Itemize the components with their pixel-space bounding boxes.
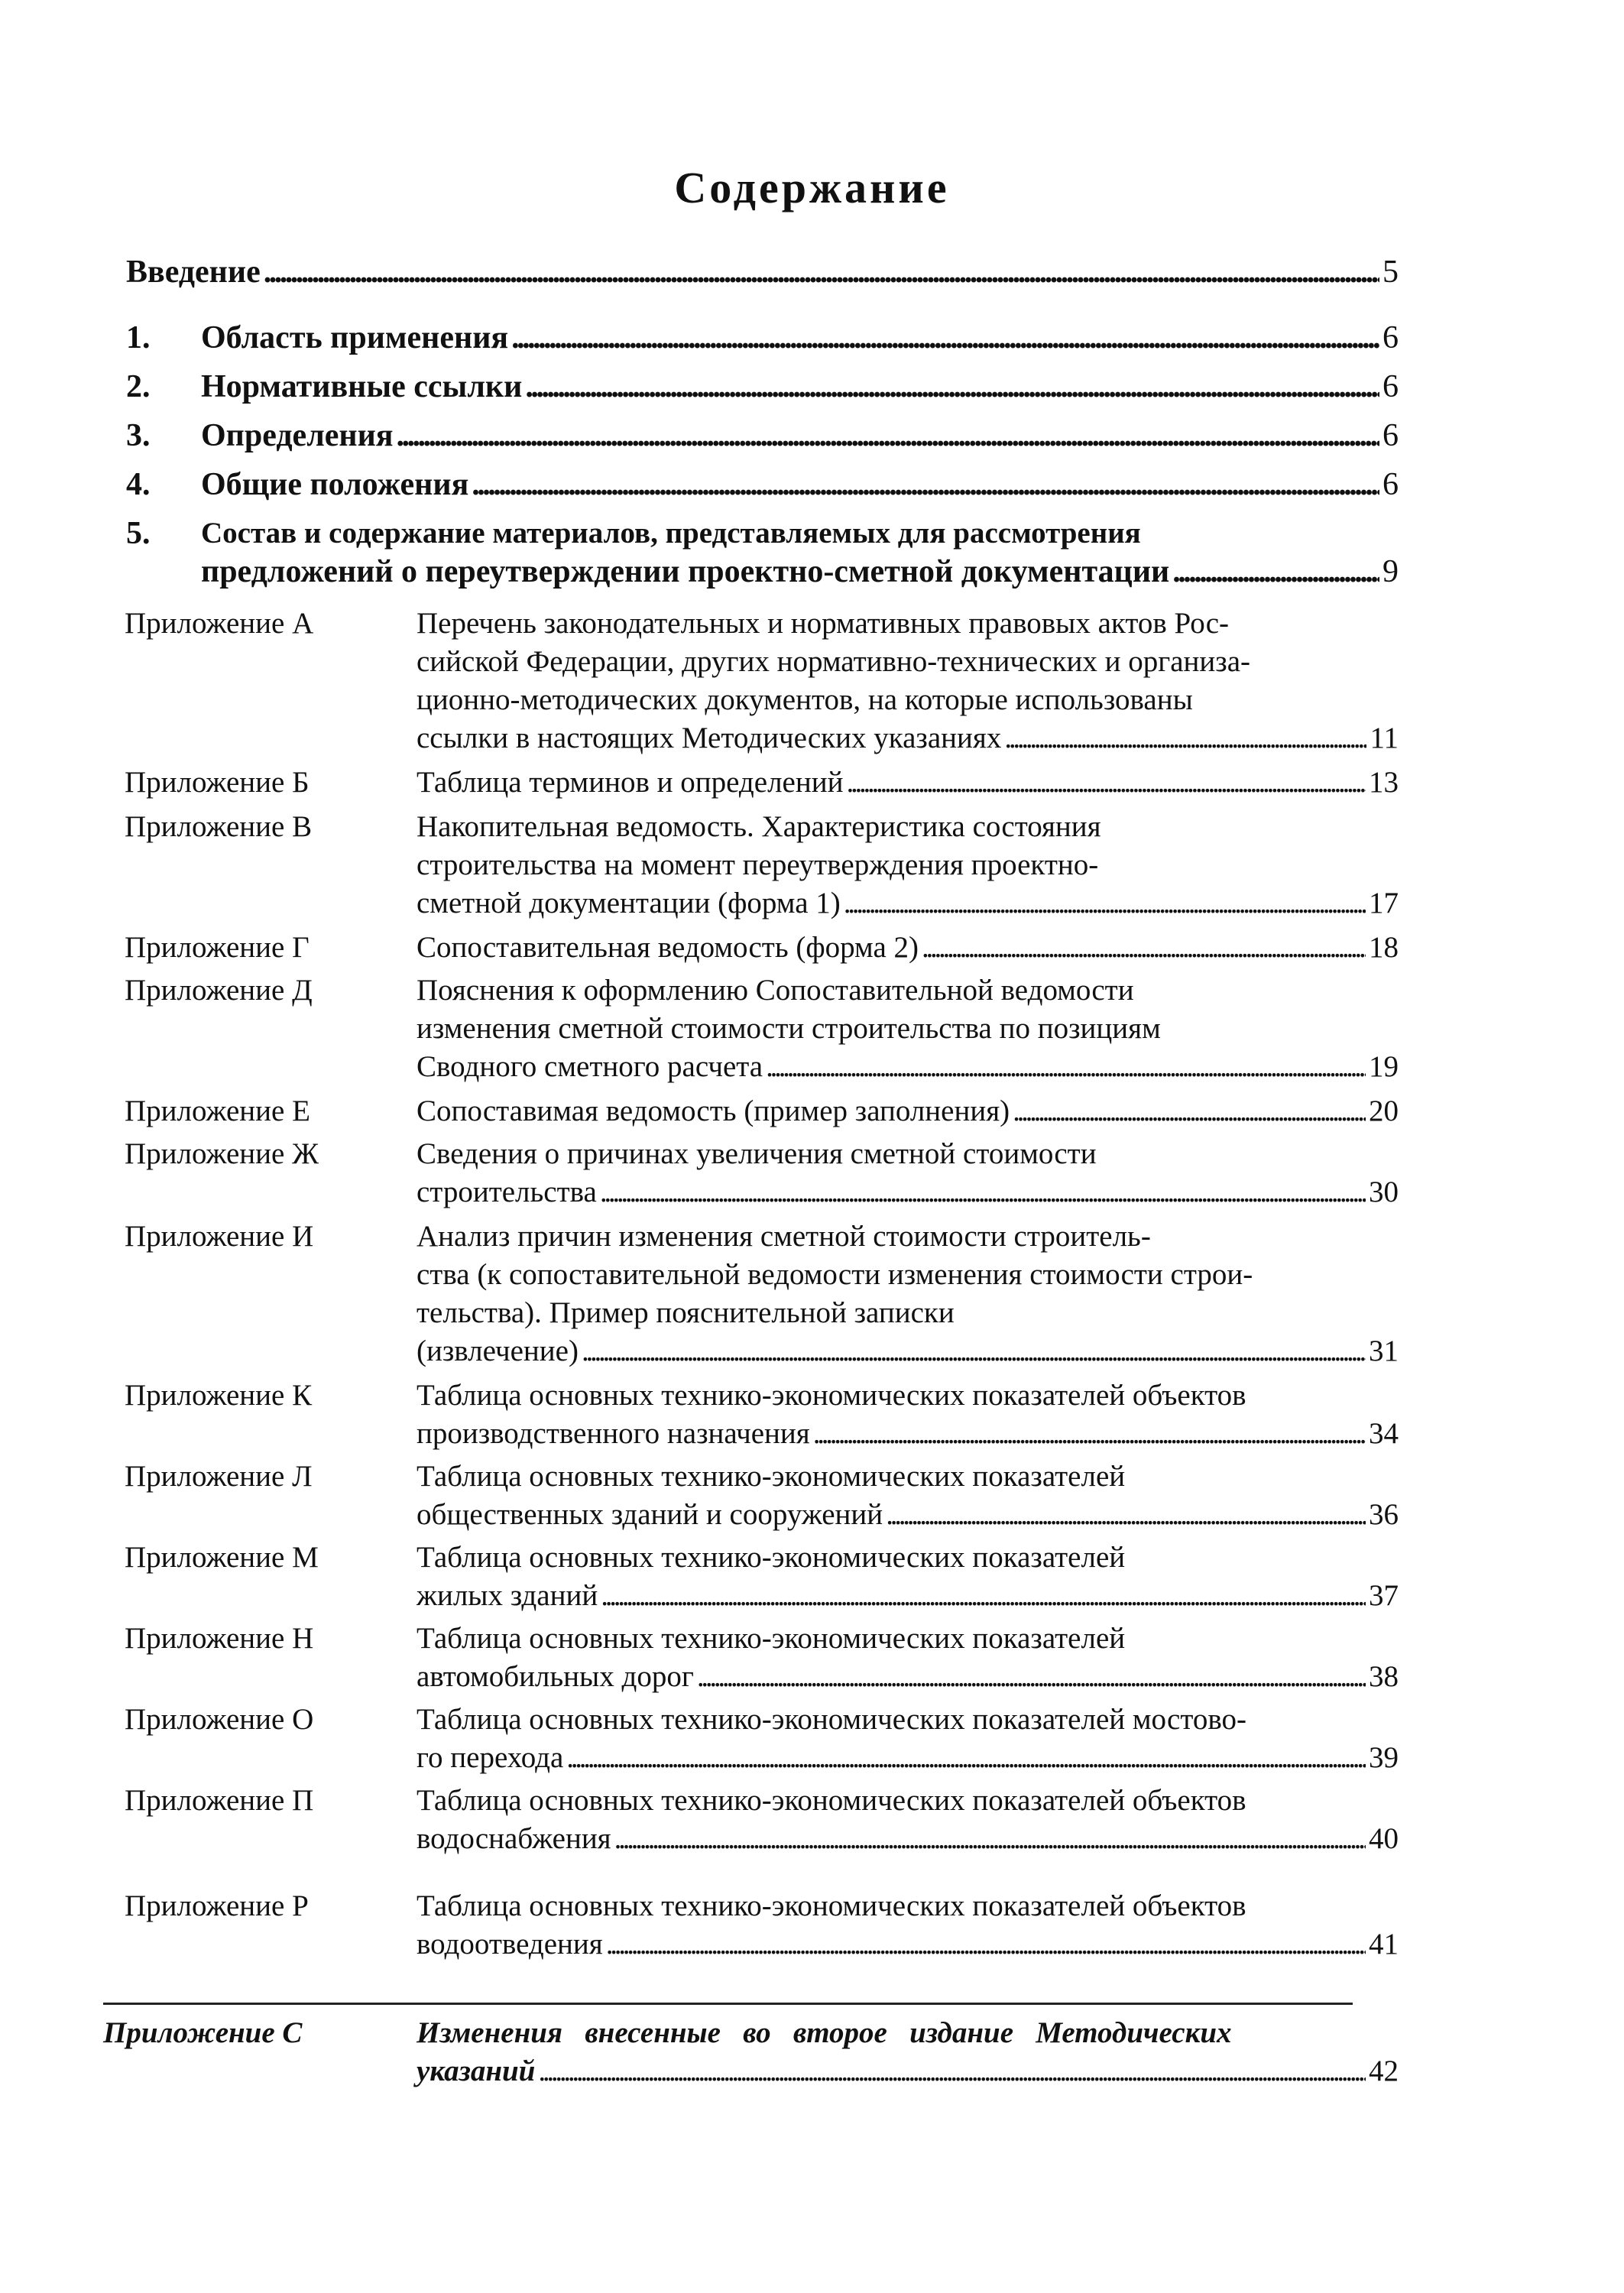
appendix-label: Приложение П xyxy=(125,1784,314,1817)
toc-page-number: 41 xyxy=(1369,1928,1399,1961)
page-title: Содержание xyxy=(674,163,950,212)
toc-entry-appendix-b[interactable] xyxy=(417,763,1399,803)
toc-page-number: 5 xyxy=(1383,255,1399,290)
toc-entry-label: ссылки в настоящих Методических указаниях xyxy=(417,722,1002,754)
appendix-text-line: изменения сметной стоимости строительства по позициям xyxy=(417,1012,1161,1045)
toc-entry-label: Сводного сметного расчета xyxy=(417,1050,763,1083)
toc-entry-label: го перехода xyxy=(417,1741,564,1774)
toc-entry-appendix-i[interactable] xyxy=(417,1331,1399,1371)
toc-entry-label: Область применения xyxy=(201,320,509,355)
appendix-text-line: тельства). Пример пояснительной записки xyxy=(417,1296,955,1329)
appendix-label: Приложение Г xyxy=(125,931,310,964)
dot-leader xyxy=(922,928,1366,968)
toc-page-number: 13 xyxy=(1369,766,1399,799)
toc-entry-appendix-p[interactable] xyxy=(417,1819,1399,1859)
dot-leader xyxy=(844,884,1366,923)
appendix-text-line: ства (к сопоставительной ведомости изменения стоимости строи- xyxy=(417,1258,1253,1291)
appendix-label: Приложение Ж xyxy=(125,1137,319,1170)
toc-page-number: 20 xyxy=(1369,1095,1399,1127)
toc-entry-section-1[interactable] xyxy=(201,318,1399,358)
toc-entry-label-line: Состав и содержание материалов, представляемых для рассмотрения xyxy=(201,517,1141,550)
dot-leader xyxy=(472,465,1379,504)
toc-entry-label: строительства xyxy=(417,1176,597,1208)
appendix-label: Приложение О xyxy=(125,1703,314,1736)
toc-entry-label: общественных зданий и сооружений xyxy=(417,1498,883,1531)
toc-entry-appendix-m[interactable] xyxy=(417,1576,1399,1616)
toc-page-number: 6 xyxy=(1383,369,1399,404)
toc-page-number: 40 xyxy=(1369,1822,1399,1855)
section-number: 4. xyxy=(126,467,151,502)
toc-entry-appendix-e[interactable] xyxy=(417,1091,1399,1131)
toc-entry-label: Введение xyxy=(126,255,261,290)
toc-entry-label: водоснабжения xyxy=(417,1822,611,1855)
toc-page-number: 9 xyxy=(1383,554,1399,589)
toc-entry-label: водоотведения xyxy=(417,1928,603,1961)
toc-page-number: 6 xyxy=(1383,467,1399,502)
toc-page-number: 30 xyxy=(1369,1176,1399,1208)
dot-leader xyxy=(606,1925,1366,1964)
toc-entry-appendix-d[interactable] xyxy=(417,1047,1399,1087)
toc-page-number: 39 xyxy=(1369,1741,1399,1774)
appendix-text-line: Таблица основных технико-экономических показателей xyxy=(417,1460,1126,1493)
dot-leader xyxy=(846,763,1366,803)
toc-page-number: 38 xyxy=(1369,1660,1399,1693)
toc-entry-label: Сопоставительная ведомость (форма 2) xyxy=(417,931,919,964)
appendix-text-line: Таблица основных технико-экономических показателей объектов xyxy=(417,1784,1246,1817)
appendix-text-line: Пояснения к оформлению Сопоставительной ведомости xyxy=(417,974,1134,1007)
toc-entry-label: автомобильных дорог xyxy=(417,1660,694,1693)
toc-entry-label: предложений о переутверждении проектно-сметной документации xyxy=(201,554,1170,589)
dot-leader xyxy=(397,416,1379,456)
toc-entry-section-5[interactable] xyxy=(201,552,1399,592)
dot-leader xyxy=(525,367,1379,407)
appendix-text-line: Изменения внесенные во второе издание Методических xyxy=(417,2016,1232,2049)
toc-entry-label: Общие положения xyxy=(201,467,469,502)
dot-leader xyxy=(511,318,1379,358)
appendix-text-line: Таблица основных технико-экономических показателей xyxy=(417,1541,1126,1574)
appendix-text-line: Перечень законодательных и нормативных правовых актов Рос- xyxy=(417,607,1230,640)
appendix-text-line: Таблица основных технико-экономических показателей мостово- xyxy=(417,1703,1247,1736)
dot-leader xyxy=(566,1738,1366,1778)
divider xyxy=(103,2003,1353,2005)
toc-entry-appendix-zh[interactable] xyxy=(417,1172,1399,1212)
toc-entry-appendix-g[interactable] xyxy=(417,928,1399,968)
toc-page-number: 19 xyxy=(1369,1050,1399,1083)
section-number: 1. xyxy=(126,320,151,355)
toc-page-number: 6 xyxy=(1383,320,1399,355)
appendix-text-line: Таблица основных технико-экономических показателей xyxy=(417,1622,1126,1655)
toc-entry-label: Нормативные ссылки xyxy=(201,369,523,404)
toc-page-number: 37 xyxy=(1369,1579,1399,1612)
toc-entry-intro[interactable] xyxy=(126,252,1399,292)
appendix-label: Приложение И xyxy=(125,1220,314,1253)
toc-entry-appendix-a[interactable] xyxy=(417,718,1399,758)
appendix-text-line: строительства на момент переутверждения проектно- xyxy=(417,848,1099,881)
toc-entry-appendix-v[interactable] xyxy=(417,884,1399,923)
section-number: 2. xyxy=(126,369,151,404)
appendix-text-line: Сведения о причинах увеличения сметной стоимости xyxy=(417,1137,1097,1170)
appendix-label: Приложение Н xyxy=(125,1622,314,1655)
appendix-text-line: Таблица основных технико-экономических показателей объектов xyxy=(417,1889,1246,1922)
dot-leader xyxy=(538,2051,1366,2091)
toc-page-number: 18 xyxy=(1369,931,1399,964)
dot-leader xyxy=(1004,718,1366,758)
toc-entry-label: указаний xyxy=(417,2055,536,2087)
appendix-text-line: сийской Федерации, других нормативно-технических и организа- xyxy=(417,645,1250,678)
toc-entry-section-4[interactable] xyxy=(201,465,1399,504)
dot-leader xyxy=(614,1819,1366,1859)
appendix-label: Приложение Р xyxy=(125,1889,309,1922)
section-number: 3. xyxy=(126,418,151,453)
dot-leader xyxy=(813,1414,1366,1454)
toc-entry-appendix-r[interactable] xyxy=(417,1925,1399,1964)
appendix-label: Приложение Е xyxy=(125,1095,310,1127)
dot-leader xyxy=(1172,552,1379,592)
toc-entry-appendix-s[interactable] xyxy=(417,2051,1399,2091)
appendix-label: Приложение М xyxy=(125,1541,319,1574)
toc-entry-section-3[interactable] xyxy=(201,416,1399,456)
dot-leader xyxy=(886,1495,1366,1535)
toc-page-number: 17 xyxy=(1369,887,1399,919)
toc-entry-label: Сопоставимая ведомость (пример заполнения) xyxy=(417,1095,1010,1127)
toc-entry-appendix-k[interactable] xyxy=(417,1414,1399,1454)
toc-entry-label: Определения xyxy=(201,418,394,453)
toc-entry-appendix-l[interactable] xyxy=(417,1495,1399,1535)
appendix-text-line: Таблица основных технико-экономических показателей объектов xyxy=(417,1379,1246,1412)
dot-leader xyxy=(601,1576,1366,1616)
dot-leader xyxy=(766,1047,1366,1087)
dot-leader xyxy=(600,1172,1366,1212)
toc-entry-appendix-o[interactable] xyxy=(417,1738,1399,1778)
dot-leader xyxy=(1013,1091,1366,1131)
appendix-label: Приложение Д xyxy=(125,974,313,1007)
toc-entry-section-2[interactable] xyxy=(201,367,1399,407)
toc-page-number: 11 xyxy=(1370,722,1399,754)
toc-page-number: 31 xyxy=(1369,1335,1399,1367)
appendix-text-line: Анализ причин изменения сметной стоимости строитель- xyxy=(417,1220,1151,1253)
appendix-text-line: ционно-методических документов, на которые использованы xyxy=(417,683,1193,716)
toc-entry-label: жилых зданий xyxy=(417,1579,598,1612)
appendix-label: Приложение А xyxy=(125,607,314,640)
appendix-label: Приложение С xyxy=(103,2016,303,2049)
toc-entry-label: (извлечение) xyxy=(417,1335,579,1367)
dot-leader xyxy=(582,1331,1366,1371)
toc-page-number: 42 xyxy=(1369,2055,1399,2087)
toc-entry-appendix-n[interactable] xyxy=(417,1657,1399,1697)
appendix-label: Приложение К xyxy=(125,1379,313,1412)
toc-page-number: 34 xyxy=(1369,1417,1399,1450)
toc-page-number: 6 xyxy=(1383,418,1399,453)
appendix-label: Приложение В xyxy=(125,810,313,843)
dot-leader xyxy=(264,252,1379,292)
appendix-text-line: Накопительная ведомость. Характеристика состояния xyxy=(417,810,1101,843)
dot-leader xyxy=(697,1657,1366,1697)
toc-entry-label: производственного назначения xyxy=(417,1417,810,1450)
toc-entry-label: Таблица терминов и определений xyxy=(417,766,844,799)
appendix-label: Приложение Б xyxy=(125,766,310,799)
section-number: 5. xyxy=(126,516,151,551)
appendix-label: Приложение Л xyxy=(125,1460,313,1493)
toc-entry-label: сметной документации (форма 1) xyxy=(417,887,841,919)
toc-page-number: 36 xyxy=(1369,1498,1399,1531)
